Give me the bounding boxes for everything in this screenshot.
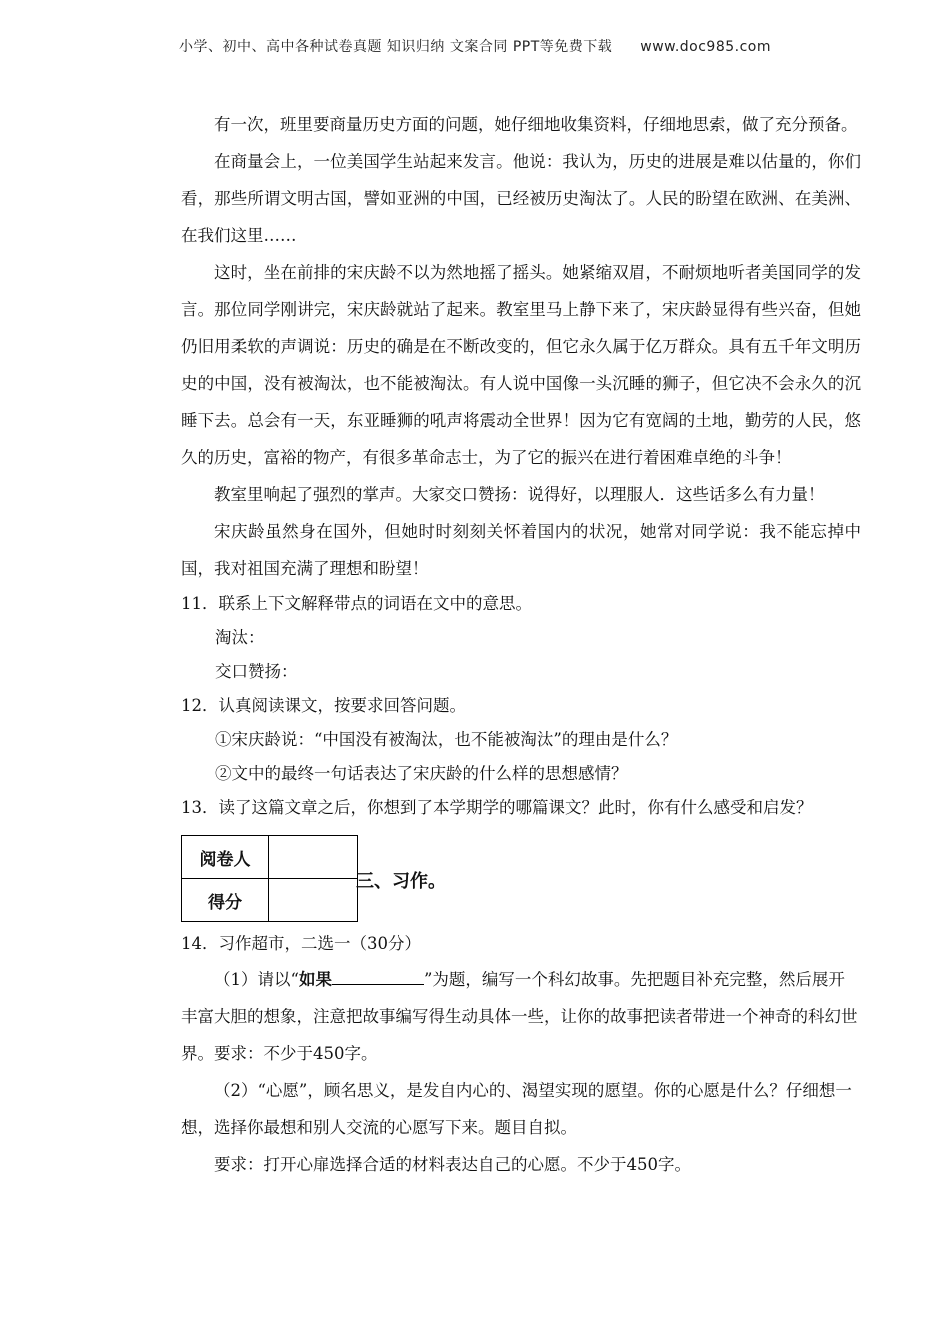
passage-paragraph: 这时，坐在前排的宋庆龄不以为然地摇了摇头。她紧缩双眉，不耐烦地听者美国同学的发言。那位同学刚讲完，宋庆龄就站了起来。教室里马上静下来了，宋庆龄显得有些兴奋，但她仍旧用柔软的声调说：历史的确是在不断改变的，但它永久属于亿万群众。具有五千年文明历史的中国，没有被淘汰，也不能被淘汰。有人说中国像一头沉睡的狮子，但它决不会永久的沉睡下去。总会有一天，东亚睡狮的吼声将震动全世界！因为它有宽阔的土地，勤劳的人民，悠久的历史，富裕的物产，有很多革命志士，为了它的振兴在进行着困难卓绝的斗争！ (181, 263, 861, 467)
score-field[interactable] (269, 879, 358, 922)
question-11-item-a: 淘汰： (215, 628, 265, 647)
header-site[interactable]: www.doc985.com (640, 39, 772, 55)
question-14: 14．习作超市，二选一（30分） (181, 934, 421, 953)
question-12-item-b: ②文中的最终一句话表达了宋庆龄的什么样的思想感情？ (215, 764, 628, 783)
writing-requirement: 要求：打开心扉选择合适的材料表达自己的心愿。不少于450字。 (214, 1155, 691, 1174)
section-title: 三、习作。 (356, 871, 446, 892)
option-1-prefix: （1）请以“ (214, 970, 299, 989)
passage-paragraph: 有一次，班里要商量历史方面的问题，她仔细地收集资料，仔细地思索，做了充分预备。 (214, 115, 858, 134)
title-blank[interactable] (332, 970, 424, 985)
passage-paragraph: 在商量会上，一位美国学生站起来发言。他说：我认为，历史的进展是难以估量的，你们看，那些所谓文明古国，譬如亚洲的中国，已经被历史淘汰了。人民的盼望在欧洲、在美洲、在我们这里…… (181, 152, 861, 245)
exam-content (181, 106, 861, 1183)
score-section (181, 835, 861, 923)
passage-paragraph: 宋庆龄虽然身在国外，但她时时刻刻关怀着国内的状况，她常对同学说：我不能忘掉中国，我对祖国充满了理想和盼望！ (181, 522, 861, 578)
reviewer-label: 阅卷人 (182, 836, 269, 879)
page-header (0, 36, 950, 56)
reviewer-field[interactable] (269, 836, 358, 879)
score-label: 得分 (182, 879, 269, 922)
passage-paragraph: 教室里响起了强烈的掌声。大家交口赞扬：说得好，以理服人．这些话多么有力量！ (214, 485, 825, 504)
score-table (181, 835, 358, 922)
question-11: 11．联系上下文解释带点的词语在文中的意思。 (181, 594, 532, 613)
writing-option-1 (181, 961, 861, 1072)
question-11-item-b: 交口赞扬： (215, 662, 298, 681)
option-1-title: 如果 (298, 970, 332, 989)
question-12-item-a: ①宋庆龄说：“中国没有被淘汰，也不能被淘汰”的理由是什么？ (215, 730, 678, 749)
header-text: 小学、初中、高中各种试卷真题 知识归纳 文案合同 PPT等免费下载 (178, 39, 613, 55)
writing-option-2: （2）“心愿”，顾名思义，是发自内心的、渴望实现的愿望。你的心愿是什么？仔细想一想，选择你最想和别人交流的心愿写下来。题目自拟。 (181, 1081, 852, 1137)
question-12: 12．认真阅读课文，按要求回答问题。 (181, 696, 466, 715)
option-1-rest: ”为题，编写一个科幻故事。先把题目补充完整，然后展开丰富大胆的想象，注意把故事编写得生动具体一些，让你的故事把读者带进一个神奇的科幻世界。要求：不少于450字。 (181, 970, 858, 1063)
question-13: 13．读了这篇文章之后，你想到了本学期学的哪篇课文？此时，你有什么感受和启发？ (181, 798, 813, 817)
